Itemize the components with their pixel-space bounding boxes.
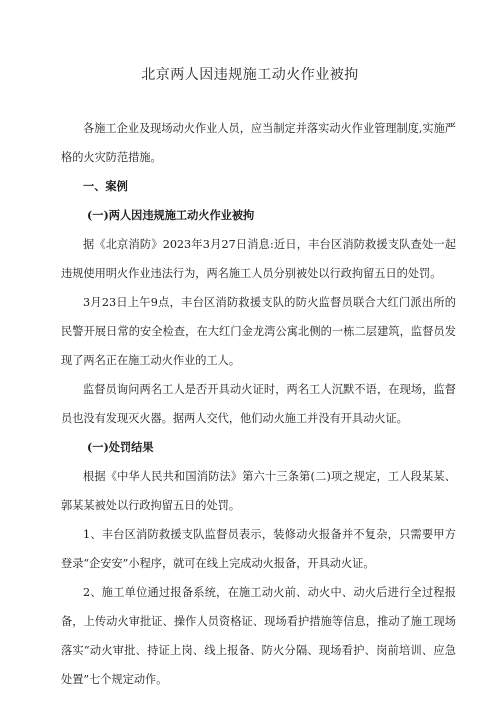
intro-paragraph: 各施工企业及现场动火作业人员，应当制定并落实动火作业管理制度,实施严格的火灾防范措施。 [61, 122, 456, 164]
paragraph-point-2: 2、施工单位通过报备系统，在施工动火前、动火中、动火后进行全过程报备，上传动火审批证、操作人员资格证、现场看护措施等信息，推动了施工现场落实“动火审批、持证上岗、线上报备、防火分隔、现场看护、岗前培训、应急处置”七个规定动作。 [61, 586, 456, 686]
paragraph-point-1: 1、丰台区消防救援支队监督员表示，装修动火报备并不复杂，只需要甲方登录“企安安”小程序，就可在线上完成动火报备，开具动火证。 [61, 528, 456, 570]
subsection-heading-incident: (一)两人因违规施工动火作业被拘 [87, 208, 255, 222]
paragraph-news-source: 据《北京消防》2023年3月27日消息:近日，丰台区消防救援支队查处一起违规使用明火作业违法行为，两名施工人员分别被处以行政拘留五日的处罚。 [61, 238, 456, 280]
document-body [61, 114, 456, 694]
section-heading-case: 一、案例 [83, 179, 128, 193]
paragraph-inspection: 3月23日上午9点，丰台区消防救援支队的防火监督员联合大红门派出所的民警开展日常的安全检查，在大红门金龙湾公寓北侧的一栋二层建筑，监督员发现了两名正在施工动火作业的工人。 [61, 296, 456, 367]
subsection-heading-penalty: (一)处罚结果 [87, 440, 154, 454]
paragraph-penalty: 根据《中华人民共和国消防法》第六十三条第(二)项之规定，工人段某某、郭某某被处以行政拘留五日的处罚。 [61, 470, 456, 512]
document-title: 北京两人因违规施工动火作业被拘 [141, 67, 359, 83]
paragraph-inquiry: 监督员询问两名工人是否开具动火证时，两名工人沉默不语，在现场，监督员也没有发现灭火器。据两人交代，他们动火施工并没有开具动火证。 [61, 383, 456, 425]
